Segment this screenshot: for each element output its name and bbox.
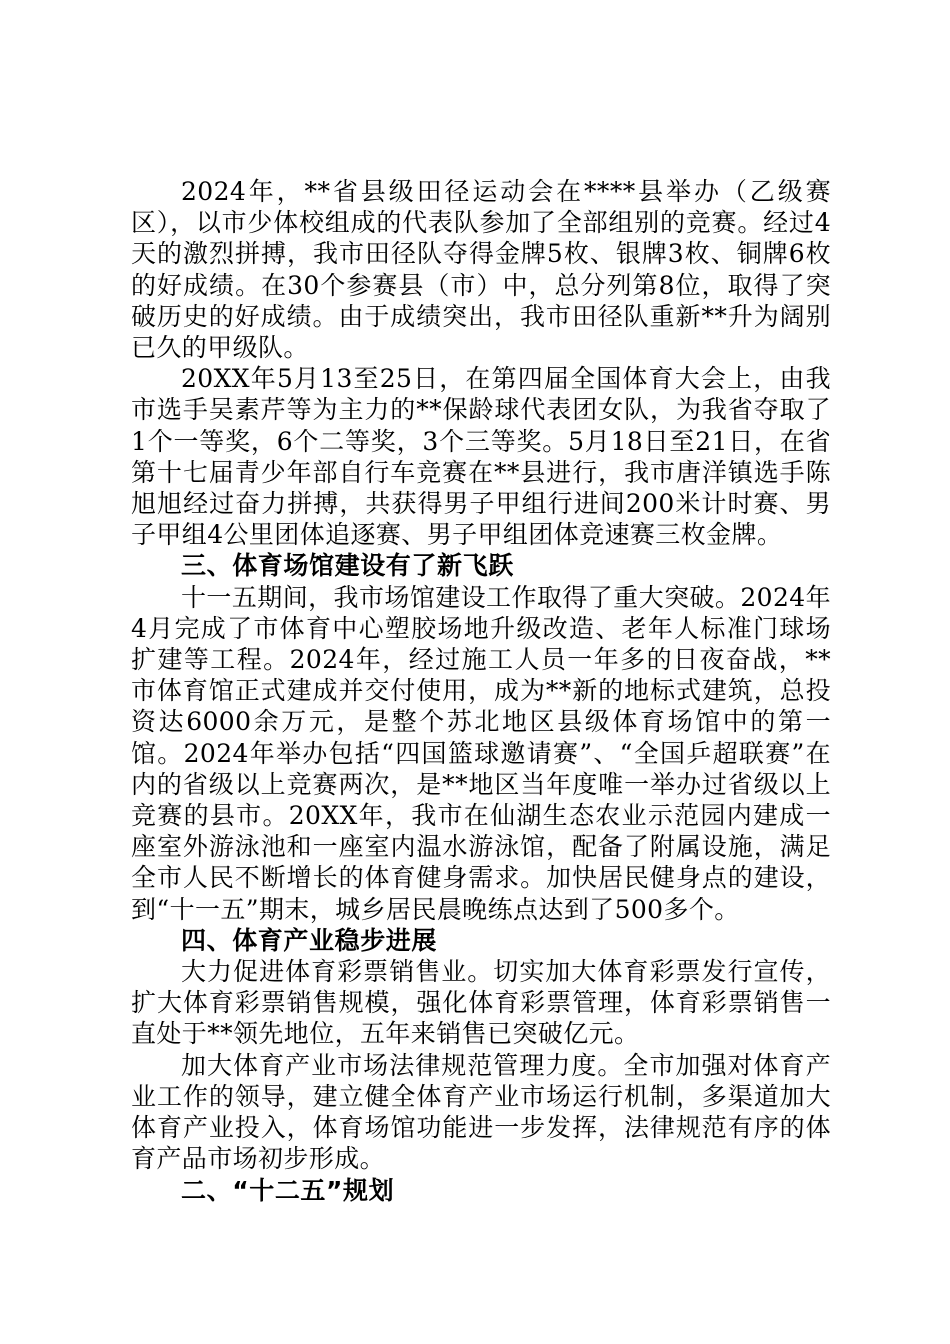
paragraph-track-meet: 2024年，**省县级田径运动会在****县举办（乙级赛区），以市少体校组成的代表队参加了全部组别的竞赛。经过4天的激烈拼搏，我市田径队夺得金牌5枚、银牌3枚、铜牌6枚的好成绩。在30个参赛县（市）中，总分列第8位，取得了突破历史的好成绩。由于成绩突出，我市田径队重新**升为阔别已久的甲级队。 [131, 177, 831, 363]
paragraph-lottery: 大力促进体育彩票销售业。切实加大体育彩票发行宣传，扩大体育彩票销售规模，强化体育彩票管理，体育彩票销售一直处于**领先地位，五年来销售已突破亿元。 [131, 957, 831, 1049]
section-heading-venues: 三、体育场馆建设有了新飞跃 [181, 551, 514, 581]
section-heading-plan: 二、“十二五”规划 [181, 1175, 395, 1205]
paragraph-venue-construction: 十一五期间，我市场馆建设工作取得了重大突破。2024年4月完成了市体育中心塑胶场地升级改造、老年人标准门球场扩建等工程。2024年，经过施工人员一年多的日夜奋战，**市体育馆正式建成并交付使用，成为**新的地标式建筑，总投资达6000余万元，是整个苏北地区县级体育场馆中的第一馆。2024年举办包括“四国篮球邀请赛”、“全国乒超联赛”在内的省级以上竞赛两次，是**地区当年度唯一举办过省级以上竞赛的县市。20XX年，我市在仙湖生态农业示范园内建成一座室外游泳池和一座室内温水游泳馆，配备了附属设施，满足全市人民不断增长的体育健身需求。加快居民健身点的建设，到“十一五”期末，城乡居民晨晚练点达到了500多个。 [131, 582, 831, 924]
paragraph-market-regulation: 加大体育产业市场法律规范管理力度。全市加强对体育产业工作的领导，建立健全体育产业市场运行机制，多渠道加大体育产业投入，体育场馆功能进一步发挥，法律规范有序的体育产品市场初步形成。 [131, 1050, 831, 1174]
paragraph-national-games: 20XX年5月13至25日，在第四届全国体育大会上，由我市选手吴素芹等为主力的**保龄球代表团女队，为我省夺取了1个一等奖，6个二等奖，3个三等奖。5月18日至21日，在省第十七届青少年部自行车竞赛在**县进行，我市唐洋镇选手陈旭旭经过奋力拼搏，共获得男子甲组行进间200米计时赛、男子甲组4公里团体追逐赛、男子甲组团体竞速赛三枚金牌。 [131, 364, 831, 550]
document-page [131, 176, 831, 1206]
section-heading-industry: 四、体育产业稳步进展 [181, 925, 438, 955]
